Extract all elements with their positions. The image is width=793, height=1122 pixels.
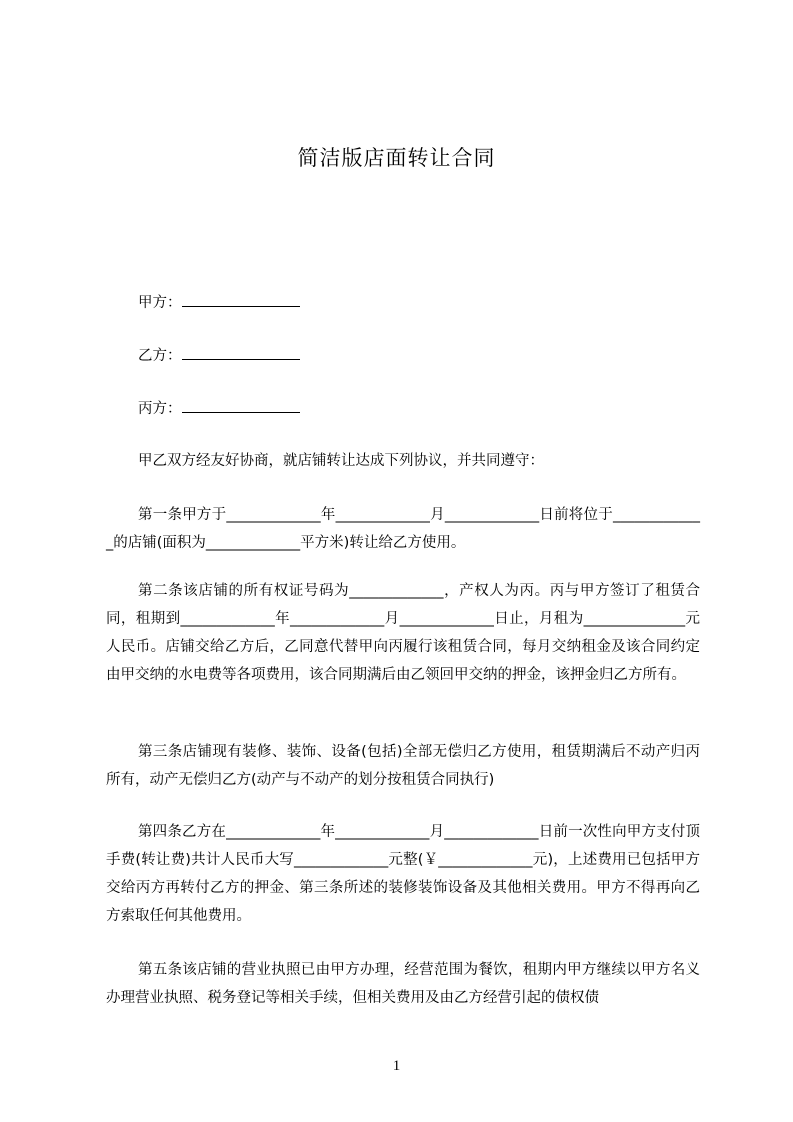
- document-title: 简洁版店面转让合同: [297, 146, 496, 170]
- article-4: 第四条乙方在_____________年_____________月_____________日前一次性向甲方支付顶手费(转让费)共计人民币大写_____________元整(￥_____________元)，上述费用已包括甲方交给丙方再转付乙方的押金、第三条所述的装修装饰设备及其他相关费用。甲方不得再向乙方索取任何其他费用。: [106, 824, 700, 924]
- article-2: 第二条该店铺的所有权证号码为_____________，产权人为丙。丙与甲方签订了租赁合同，租期到_____________年_____________月_____________日止，月租为______________元人民币。店铺交给乙方后，乙同意代替甲向丙履行该租赁合同，每月交纳租金及该合同约定由甲交纳的水电费等各项费用，该合同期满后由乙领回甲交纳的押金，该押金归乙方所有。: [106, 583, 700, 683]
- party-b-line: [138, 345, 300, 366]
- article-5: 第五条该店铺的营业执照已由甲方办理，经营范围为餐饮，租期内甲方继续以甲方名义办理营业执照、税务登记等相关手续，但相关费用及由乙方经营引起的债权债: [106, 962, 700, 1006]
- article-3: 第三条店铺现有装修、装饰、设备(包括)全部无偿归乙方使用，租赁期满后不动产归丙所有，动产无偿归乙方(动产与不动产的划分按租赁合同执行): [106, 744, 700, 788]
- party-b-label: 乙方：: [138, 348, 182, 364]
- intro-paragraph: 甲乙双方经友好协商，就店铺转让达成下列协议，并共同遵守：: [138, 453, 544, 469]
- party-c-blank: [182, 398, 300, 413]
- article-1: 第一条甲方于_____________年_____________月_____________日前将位于_____________的店铺(面积为_____________平方米)转让给乙方使用。: [106, 507, 700, 551]
- party-a-label: 甲方：: [138, 295, 182, 311]
- party-c-line: [138, 398, 300, 419]
- party-a-blank: [182, 292, 300, 307]
- party-b-blank: [182, 345, 300, 360]
- party-c-label: 丙方：: [138, 401, 182, 417]
- page-number: 1: [392, 1058, 401, 1074]
- party-a-line: [138, 292, 300, 313]
